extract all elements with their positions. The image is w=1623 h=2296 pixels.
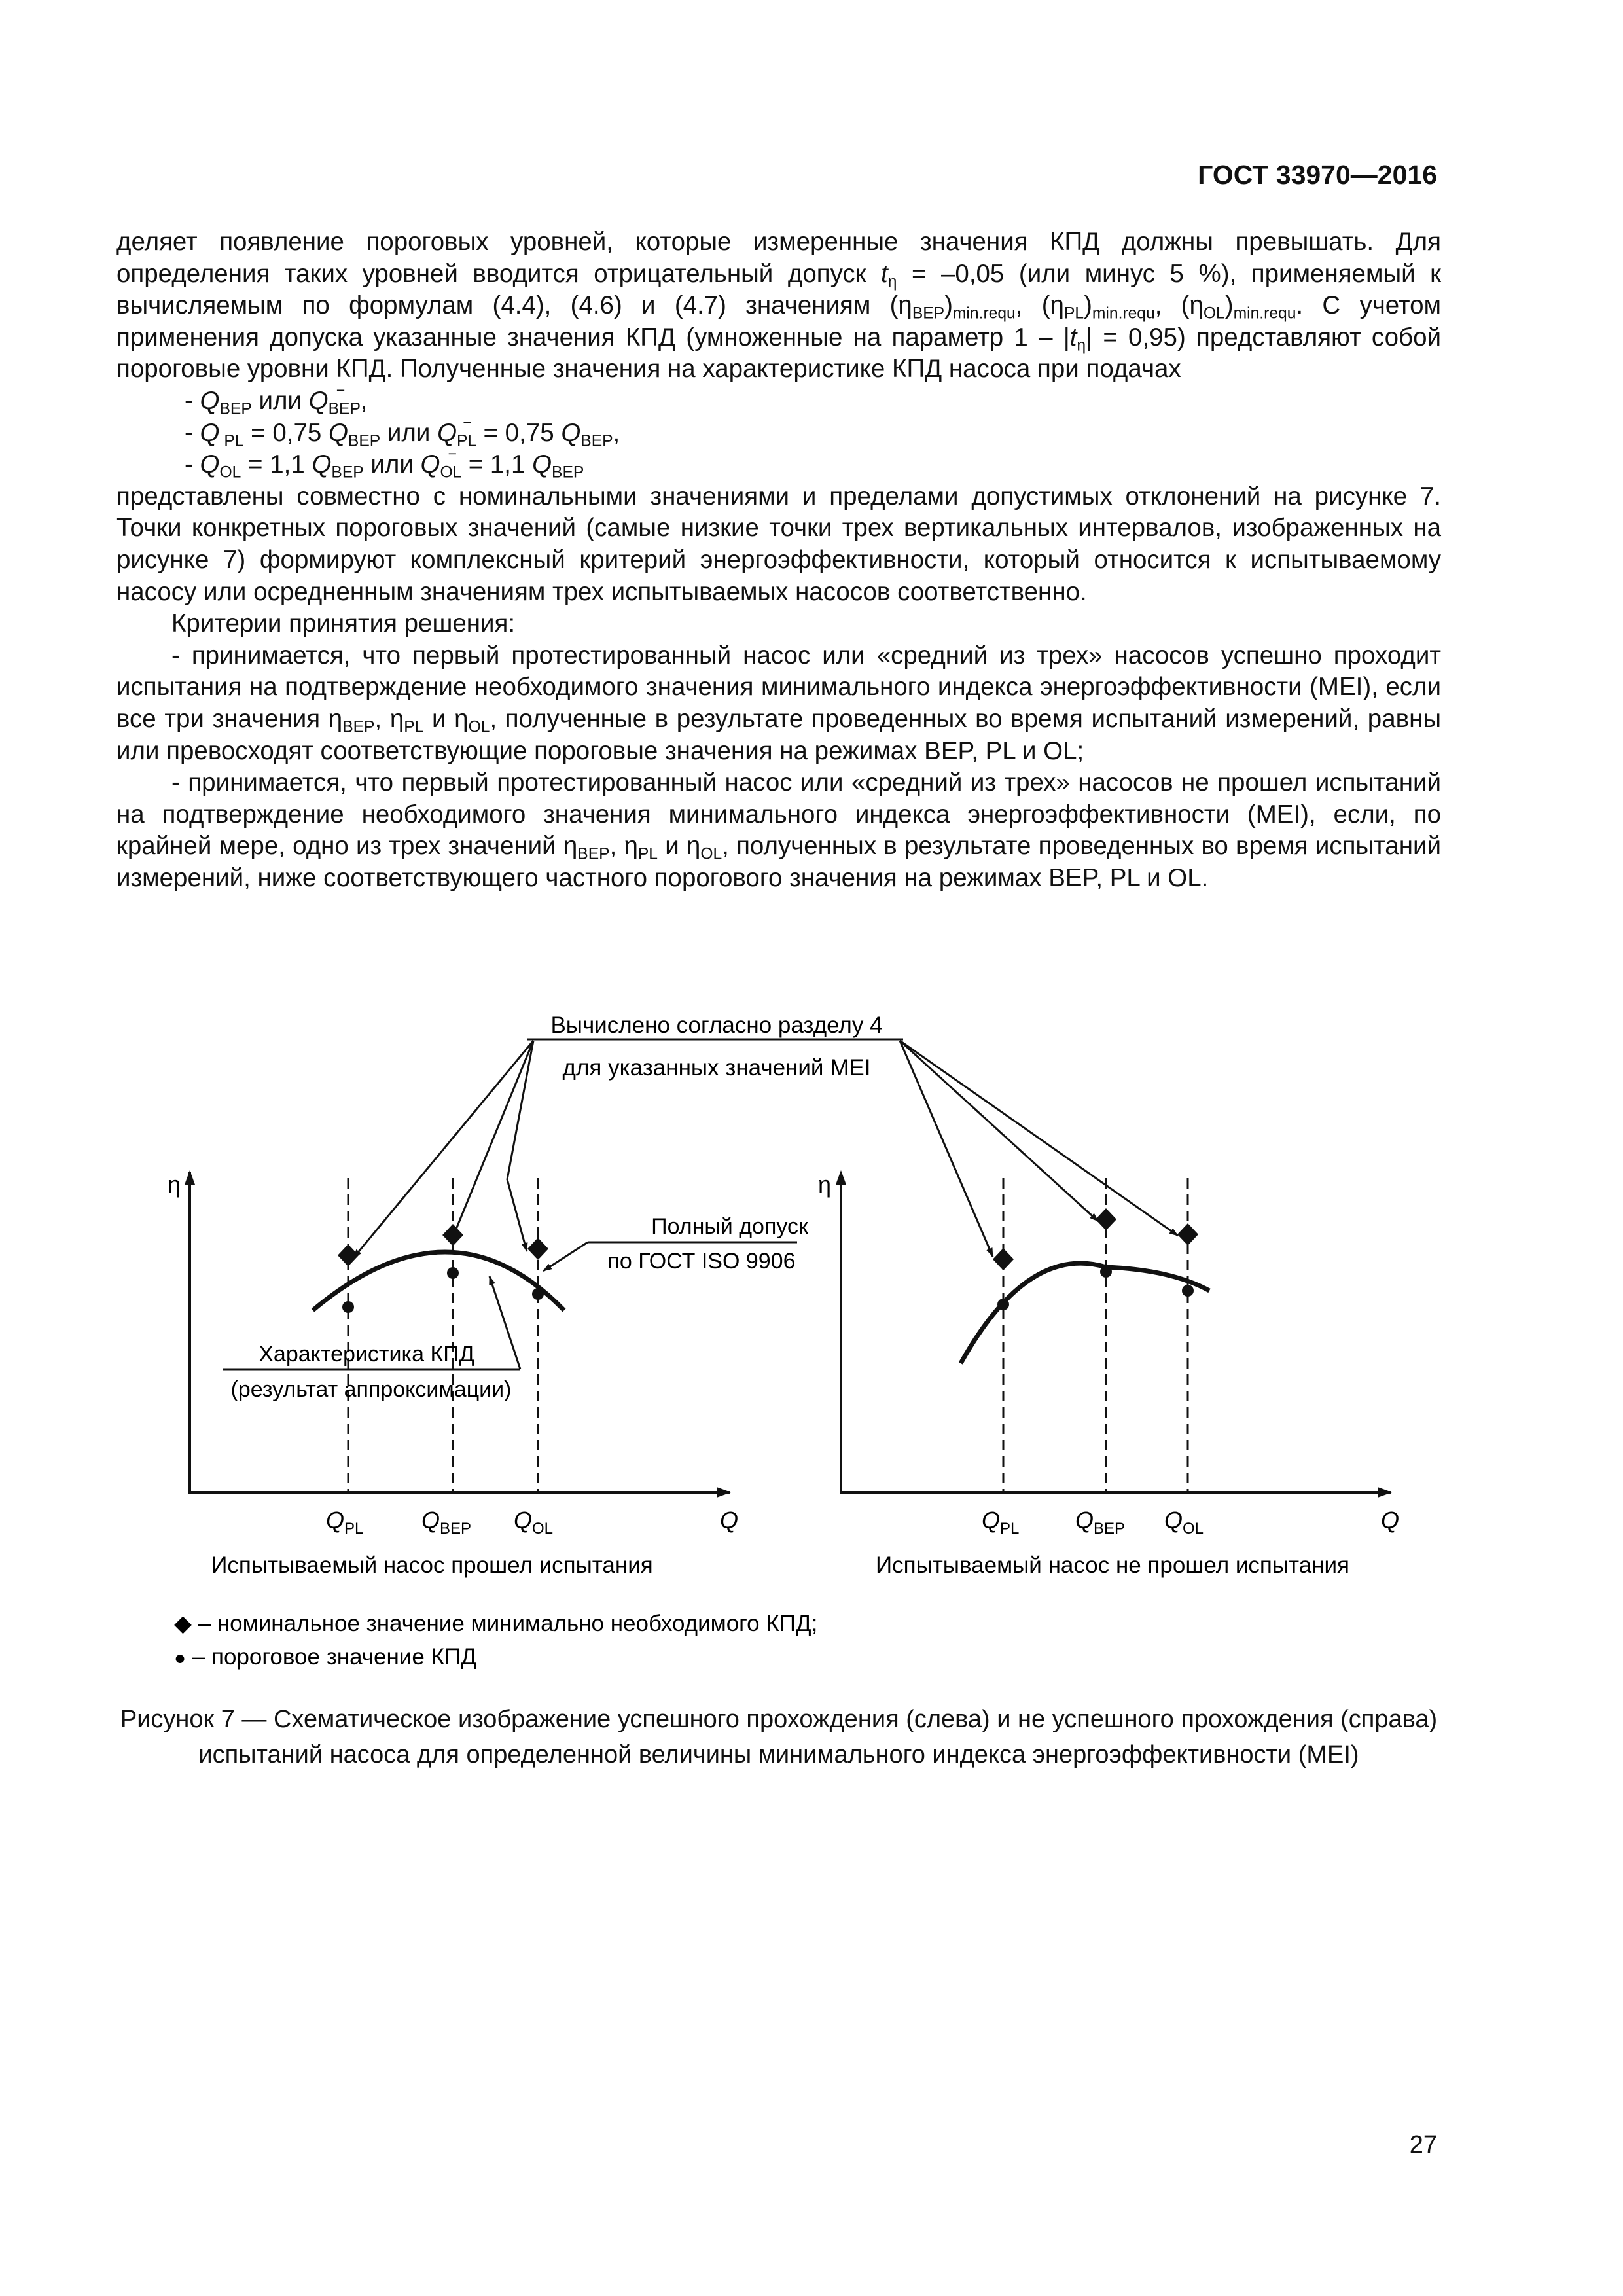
x-axis-label: Q xyxy=(720,1507,739,1534)
tick-label-q-bep: $Q_{BEP}$ xyxy=(421,1507,472,1537)
top-label-line-1: Вычислено согласно разделу 4 xyxy=(550,1013,883,1038)
list-item: - $Q_{BEP}$ или $Q_{BEP}^-$ , xyxy=(185,382,368,418)
figure-diagram xyxy=(0,1008,1623,1708)
curve-label-line-2: (результат аппроксимации) xyxy=(230,1377,512,1402)
diamond-icon: ◆ xyxy=(174,1611,192,1636)
body-text xyxy=(116,226,1441,894)
right-chart xyxy=(818,1171,1399,1578)
paragraph-1: деляет появление пороговых уровней, которые измеренные значения КПД должны превышать. Для определения таких уровней вводится отрицательный допуск $t_\eta = -0,05$ (или минус 5 %), применяемый к вычисляемым по формулам (4.4), (4.6) и (4.7) значениям $(\eta_{BEP})_{min.requ}$, $(\eta_{PL})_{min.requ}$, $(\eta_{OL})_{min.requ}$. С учетом применения допуска указанные значения КПД (умноженные на параметр $1 - |t_\eta| = 0,95$) представляют собой пороговые уровни КПД. Полученные значения на характеристике КПД насоса при подачах xyxy=(116,228,1441,384)
threshold-dot xyxy=(1100,1266,1112,1278)
figure-7 xyxy=(0,1008,1623,1708)
left-chart-title: Испытываемый насос прошел испытания xyxy=(211,1552,653,1578)
list-item: - Q $_{PL}$ = 0,75 $Q_{BEP}$ или $Q_{PL}^- = 0,75$ $Q_{BEP}$, xyxy=(185,413,620,450)
reference-lines xyxy=(1003,1178,1188,1492)
top-label-line-2: для указанных значений MEI xyxy=(562,1055,871,1081)
nominal-value-diamond xyxy=(1177,1223,1198,1246)
dot-icon: ● xyxy=(174,1647,187,1669)
tick-label-q-ol: $Q_{OL}$ xyxy=(1164,1507,1204,1537)
paragraph-4: - принимается, что первый протестированный насос или «средний из трех» насосов успешно проходит испытания на подтверждение необходимого значения минимального индекса энергоэффективности (MEI), если все три значения $\eta_{BEP}$, $\eta_{PL}$ и $\eta_{OL}$, полученные в результате проведенных во время испытаний измерений, равны или превосходят соответствующие пороговые значения на режимах BEP, PL и OL; xyxy=(116,641,1441,765)
document-header: ГОСТ 33970—2016 xyxy=(1198,160,1437,190)
legend-dot: ● – пороговое значение КПД xyxy=(174,1644,476,1670)
y-axis-label: η xyxy=(818,1171,832,1198)
paragraph-3: Критерии принятия решения: xyxy=(171,609,516,638)
figure-caption xyxy=(116,1702,1441,1772)
list-item: - $Q_{OL} = 1,1$ $Q_{BEP}$ или $Q_{OL}^- = 1,1$ $Q_{BEP}$ xyxy=(185,445,584,482)
curve-label-line-1: Характеристика КПД xyxy=(259,1342,474,1367)
paragraph-2: представлены совместно с номинальными значениями и пределами допустимых отклонений на рисунке 7. Точки конкретных пороговых значений (самые низкие точки трех вертикальных интервалов, изображенных на рисунке 7) формируют комплексный критерий энергоэффективности, который относится к испытываемому насосу или осредненным значениям трех испытываемых насосов соответственно. xyxy=(116,482,1441,606)
caption-line-2: испытаний насоса для определенной величины минимального индекса энергоэффективности (MEI) xyxy=(198,1741,1359,1768)
page-number: 27 xyxy=(1409,2131,1437,2159)
paragraph-5: - принимается, что первый протестированный насос или «средний из трех» насосов не прошел испытаний на подтверждение необходимого значения минимального индекса энергоэффективности (MEI), если, по крайней мере, одно из трех значений $\eta_{BEP}$, $\eta_{PL}$ и $\eta_{OL}$, полученных в результате проведенных во время испытаний измерений, ниже соответствующего частного порогового значения на режимах BEP, PL и OL. xyxy=(116,768,1441,892)
left-chart xyxy=(168,1171,809,1578)
tick-label-q-pl: $Q_{PL}$ xyxy=(982,1507,1020,1537)
nominal-value-diamond xyxy=(1096,1208,1116,1230)
threshold-dot xyxy=(447,1267,459,1279)
x-axis-label: Q xyxy=(1381,1507,1400,1534)
tolerance-label-line-2: по ГОСТ ISO 9906 xyxy=(607,1249,796,1274)
legend-diamond: ◆ – номинальное значение минимально необходимого КПД; xyxy=(174,1611,818,1636)
threshold-dot xyxy=(532,1288,544,1300)
tick-label-q-ol: $Q_{OL}$ xyxy=(514,1507,554,1537)
efficiency-curve xyxy=(961,1263,1209,1363)
figure-legend xyxy=(174,1611,817,1670)
y-axis-label: η xyxy=(168,1171,181,1198)
threshold-dot xyxy=(997,1299,1009,1310)
right-chart-title: Испытываемый насос не прошел испытания xyxy=(876,1552,1349,1578)
nominal-value-diamond xyxy=(442,1224,463,1246)
threshold-dot xyxy=(342,1301,354,1313)
threshold-dot xyxy=(1182,1285,1194,1297)
tick-label-q-pl: $Q_{PL}$ xyxy=(326,1507,364,1537)
tick-label-q-bep: $Q_{BEP}$ xyxy=(1075,1507,1126,1537)
tolerance-label-line-1: Полный допуск xyxy=(651,1214,808,1239)
nominal-value-diamond xyxy=(338,1244,359,1266)
caption-line-1: Рисунок 7 — Схематическое изображение успешного прохождения (слева) и не успешного прохождения (справа) xyxy=(120,1706,1438,1733)
nominal-value-diamond xyxy=(993,1248,1014,1270)
nominal-value-diamond xyxy=(527,1238,548,1260)
